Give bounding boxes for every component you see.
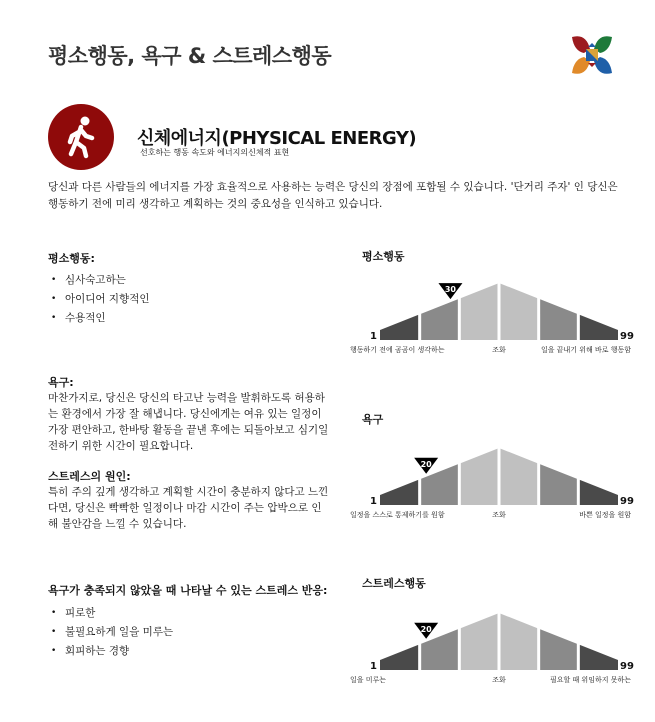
list-item: • 심사숙고하는 — [48, 271, 328, 290]
stress-scale-chart — [340, 600, 640, 690]
scale-min-label: 1 — [370, 496, 377, 507]
chart-title: 스트레스행동 — [362, 577, 426, 590]
cause-text: 특히 주의 깊게 생각하고 계획할 시간이 충분하지 않다고 느낀다면, 당신은 빡빡한 일정이나 마감 시간이 주는 압박으로 인해 불안감을 느낄 수 있습니다. — [48, 486, 329, 530]
list-item: • 수용적인 — [48, 309, 328, 328]
score-value: 20 — [420, 624, 432, 634]
scale-min-label: 1 — [370, 661, 377, 672]
scale-segment — [540, 299, 577, 340]
list-item: • 아이디어 지향적인 — [48, 290, 328, 309]
usual-heading: 평소행동: — [48, 252, 95, 265]
scale-segment — [461, 284, 498, 340]
list-item: • 피로한 — [48, 604, 333, 623]
needs-text: 마찬가지로, 당신은 당신의 타고난 능력을 발휘하도록 허용하는 환경에서 가장 잘 해냅니다. 당신에게는 여유 있는 일정이 가장 편안하고, 한바탕 활동을 끝낸 후에는 되돌아보고 심기일전하기 위한 시간이 필요합니다. — [48, 392, 329, 452]
section-subtitle: 선호하는 행동 속도와 에너지의신체적 표현 — [140, 148, 290, 157]
scale-left-label: 행동하기 전에 곰곰이 생각하는 — [350, 346, 445, 354]
scale-segment — [380, 480, 418, 505]
score-value: 30 — [444, 285, 456, 295]
scale-max-label: 99 — [620, 661, 634, 672]
scale-segment — [461, 449, 498, 505]
scale-right-label: 필요할 때 위임하지 못하는 — [549, 676, 631, 684]
scale-segment — [380, 645, 418, 670]
scale-segment — [501, 284, 538, 340]
needs-section — [48, 374, 330, 532]
scale-segment — [580, 315, 618, 340]
scale-segment — [380, 315, 418, 340]
list-item: • 회피하는 경향 — [48, 642, 333, 661]
scale-left-label: 일정을 스스로 통제하기를 원함 — [350, 511, 445, 519]
scale-min-label: 1 — [370, 331, 377, 342]
scale-segment — [421, 299, 458, 340]
stress-section — [48, 582, 333, 661]
scale-right-label: 일을 끝내기 위해 바로 행동함 — [540, 346, 631, 354]
stress-heading: 욕구가 충족되지 않았을 때 나타날 수 있는 스트레스 반응: — [48, 584, 328, 597]
needs-scale-chart — [340, 435, 640, 525]
physical-energy-icon — [48, 104, 114, 170]
scale-center-label: 조화 — [492, 346, 506, 354]
scale-segment — [540, 629, 577, 670]
scale-segment — [580, 645, 618, 670]
chart-title: 욕구 — [362, 413, 384, 426]
scale-segment — [580, 480, 618, 505]
scale-max-label: 99 — [620, 496, 634, 507]
cause-heading: 스트레스의 원인: — [48, 470, 131, 483]
walking-person-icon — [48, 104, 114, 170]
list-item: • 불필요하게 일을 미루는 — [48, 623, 333, 642]
scale-segment — [540, 464, 577, 505]
page-title: 평소행동, 욕구 & 스트레스행동 — [48, 44, 332, 68]
chart-title: 평소행동 — [362, 250, 405, 263]
scale-segment — [501, 449, 538, 505]
scale-left-label: 일을 미루는 — [350, 676, 387, 684]
scale-segment — [461, 614, 498, 670]
score-value: 20 — [420, 459, 432, 469]
usual-scale-chart — [340, 270, 640, 360]
scale-center-label: 조화 — [492, 511, 506, 519]
scale-max-label: 99 — [620, 331, 634, 342]
intro-text: 당신과 다른 사람들의 에너지를 가장 효율적으로 사용하는 능력은 당신의 장점에 포함될 수 있습니다. '단거리 주자' 인 당신은 행동하기 전에 미리 생각하고 계획하는 것의 중요성을 인식하고 있습니다. — [48, 181, 618, 210]
scale-center-label: 조화 — [492, 676, 506, 684]
section-title: 신체에너지(PHYSICAL ENERGY) — [137, 128, 417, 149]
needs-heading: 욕구: — [48, 376, 74, 389]
scale-right-label: 바쁜 일정을 원함 — [579, 511, 631, 519]
company-logo — [570, 33, 614, 77]
scale-segment — [501, 614, 538, 670]
usual-behavior-section — [48, 250, 328, 328]
